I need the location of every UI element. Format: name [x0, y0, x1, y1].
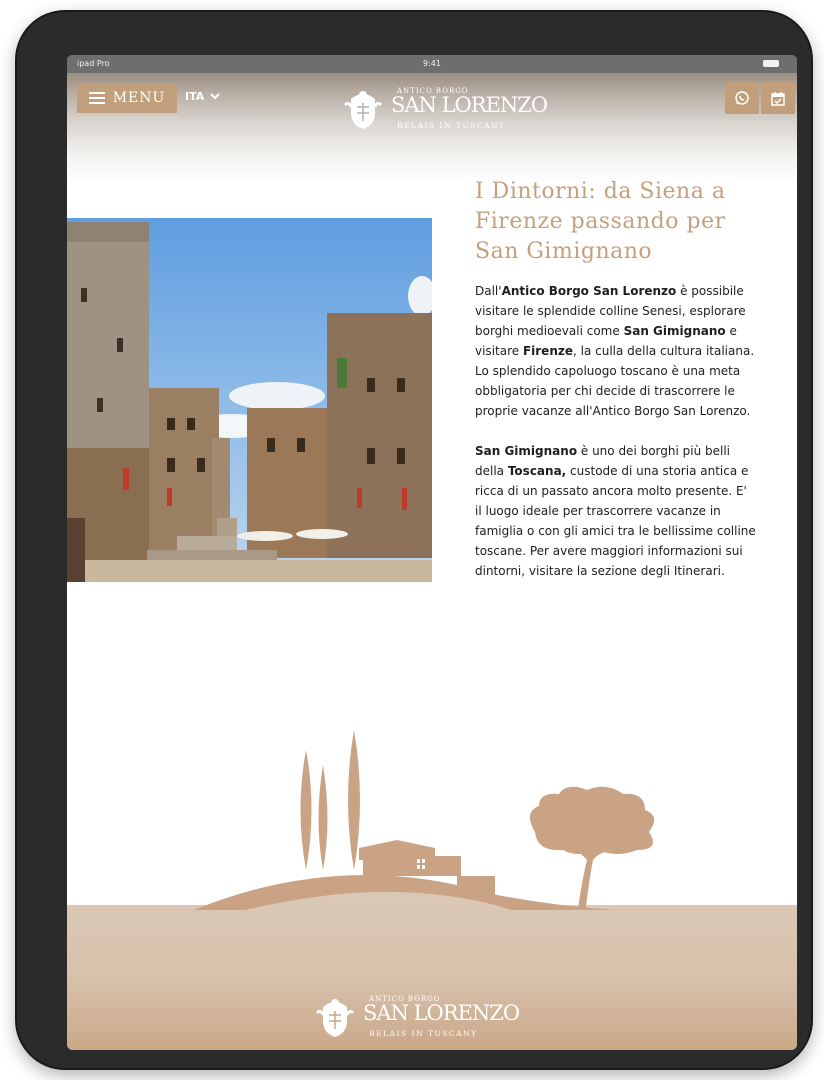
whatsapp-button[interactable] — [725, 82, 759, 114]
logo-line1: ANTICO BORGO — [369, 995, 441, 1003]
language-label: ITA — [185, 90, 205, 103]
logo-line2: SAN LORENZO — [391, 93, 548, 117]
logo-line3: RELAIS IN TUSCANY — [369, 1029, 478, 1038]
chevron-down-icon — [210, 93, 220, 100]
site-header — [67, 73, 797, 183]
crest-icon — [343, 87, 383, 131]
hamburger-icon — [89, 92, 105, 104]
calendar-check-icon — [771, 91, 785, 106]
battery-icon — [763, 60, 779, 67]
logo-line3: RELAIS IN TUSCANY — [397, 121, 506, 130]
site-logo[interactable] — [343, 85, 548, 135]
language-selector[interactable] — [185, 90, 220, 103]
crest-icon — [315, 995, 355, 1039]
site-footer — [67, 905, 797, 1050]
menu-label: MENU — [112, 90, 166, 106]
tablet-frame — [17, 12, 811, 1068]
screen — [67, 55, 797, 1050]
article-text — [475, 281, 757, 601]
logo-line2: SAN LORENZO — [363, 1001, 520, 1025]
booking-button[interactable] — [761, 82, 795, 114]
logo-line1: ANTICO BORGO — [397, 87, 469, 95]
menu-button[interactable] — [77, 83, 177, 113]
status-bar — [67, 55, 797, 73]
clock: 9:41 — [423, 59, 441, 68]
paragraph-2: San Gimignano è uno dei borghi più belli della Toscana, custode di una storia antica e ricca di un passato ancora molto presente. E' il luogo ideale per trascorrere vacanze in famiglia o con gli amici tra le bellissime colline toscane. Per avere maggiori informazioni sui dintorni, visitare la sezione degli Itinerari. — [475, 444, 756, 578]
page-title: I Dintorni: da Siena a Firenze passando per San Gimignano — [475, 179, 726, 264]
tuscan-landscape-illustration — [67, 720, 797, 910]
device-label: ipad Pro — [77, 59, 110, 68]
paragraph-1: Dall'Antico Borgo San Lorenzo è possibile visitare le splendide colline Senesi, esplorare borghi medioevali come San Gimignano e visitare Firenze, la culla della cultura italiana. Lo splendido capoluogo toscano è una meta obbligatoria per chi decide di trascorrere le proprie vacanze all'Antico Borgo San Lorenzo. — [475, 284, 755, 418]
whatsapp-icon — [734, 90, 750, 106]
footer-logo[interactable] — [315, 993, 520, 1043]
san-gimignano-photo — [67, 218, 432, 582]
